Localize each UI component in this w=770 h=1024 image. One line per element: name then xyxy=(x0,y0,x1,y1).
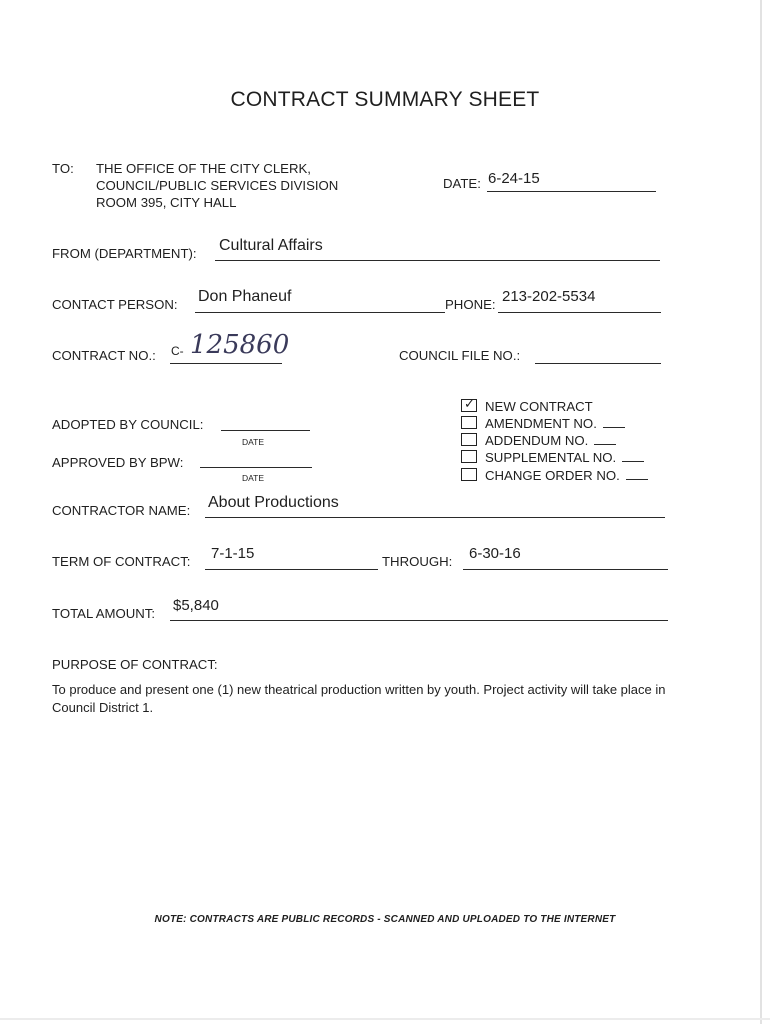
term-start-value: 7-1-15 xyxy=(211,545,255,562)
contract-no-value: 125860 xyxy=(190,330,290,360)
phone-label: PHONE: xyxy=(445,297,496,312)
to-address-line2: COUNCIL/PUBLIC SERVICES DIVISION xyxy=(96,178,339,193)
contractor-name-line xyxy=(205,517,665,518)
total-amount-line xyxy=(170,620,668,621)
phone-value: 213-202-5534 xyxy=(502,288,596,305)
contract-no-prefix: C- xyxy=(171,344,184,358)
supplemental-checkbox[interactable] xyxy=(461,450,477,463)
scan-edge-right xyxy=(760,0,762,1024)
change-order-label: CHANGE ORDER NO. xyxy=(485,468,648,483)
term-end-line xyxy=(463,569,668,570)
addendum-checkbox[interactable] xyxy=(461,433,477,446)
phone-line xyxy=(498,312,661,313)
scan-edge-bottom xyxy=(0,1018,770,1020)
to-address-line3: ROOM 395, CITY HALL xyxy=(96,195,237,210)
date-label: DATE: xyxy=(443,176,481,191)
approved-by-bpw-label: APPROVED BY BPW: xyxy=(52,455,184,470)
through-label: THROUGH: xyxy=(382,554,453,569)
date-line xyxy=(487,191,656,192)
approved-date-caption: DATE xyxy=(242,473,265,483)
contact-person-value: Don Phaneuf xyxy=(198,288,292,305)
contractor-name-label: CONTRACTOR NAME: xyxy=(52,503,191,518)
term-start-line xyxy=(205,569,378,570)
supplemental-label: SUPPLEMENTAL NO. xyxy=(485,450,644,465)
contract-no-line xyxy=(170,363,282,364)
change-order-checkbox[interactable] xyxy=(461,468,477,481)
council-file-label: COUNCIL FILE NO.: xyxy=(399,348,521,363)
contact-person-line xyxy=(195,312,445,313)
approved-by-bpw-line xyxy=(200,467,312,468)
adopted-by-council-line xyxy=(221,430,310,431)
to-address-line1: THE OFFICE OF THE CITY CLERK, xyxy=(96,161,311,176)
page-title: CONTRACT SUMMARY SHEET xyxy=(230,88,540,111)
contract-no-label: CONTRACT NO.: xyxy=(52,348,156,363)
amendment-checkbox[interactable] xyxy=(461,416,477,429)
to-label: TO: xyxy=(52,161,74,176)
new-contract-checkbox[interactable] xyxy=(461,399,477,412)
from-department-value: Cultural Affairs xyxy=(219,237,323,254)
amendment-label: AMENDMENT NO. xyxy=(485,416,625,431)
addendum-label: ADDENDUM NO. xyxy=(485,433,616,448)
purpose-text: To produce and present one (1) new theatrical production written by youth. Project activity will take place in Council District 1. xyxy=(52,682,666,715)
total-amount-value: $5,840 xyxy=(173,597,219,614)
council-file-line xyxy=(535,363,661,364)
public-records-note: NOTE: CONTRACTS ARE PUBLIC RECORDS - SCANNED AND UPLOADED TO THE INTERNET xyxy=(154,914,616,925)
term-of-contract-label: TERM OF CONTRACT: xyxy=(52,554,191,569)
from-department-line xyxy=(215,260,660,261)
new-contract-label: NEW CONTRACT xyxy=(485,399,593,414)
purpose-label: PURPOSE OF CONTRACT: xyxy=(52,657,218,672)
check-mark-icon: ✓ xyxy=(464,397,475,412)
date-value: 6-24-15 xyxy=(488,170,540,187)
adopted-by-council-label: ADOPTED BY COUNCIL: xyxy=(52,417,204,432)
from-department-label: FROM (DEPARTMENT): xyxy=(52,246,197,261)
term-end-value: 6-30-16 xyxy=(469,545,521,562)
adopted-date-caption: DATE xyxy=(242,437,265,447)
contractor-name-value: About Productions xyxy=(208,494,339,511)
contact-person-label: CONTACT PERSON: xyxy=(52,297,178,312)
total-amount-label: TOTAL AMOUNT: xyxy=(52,606,156,621)
